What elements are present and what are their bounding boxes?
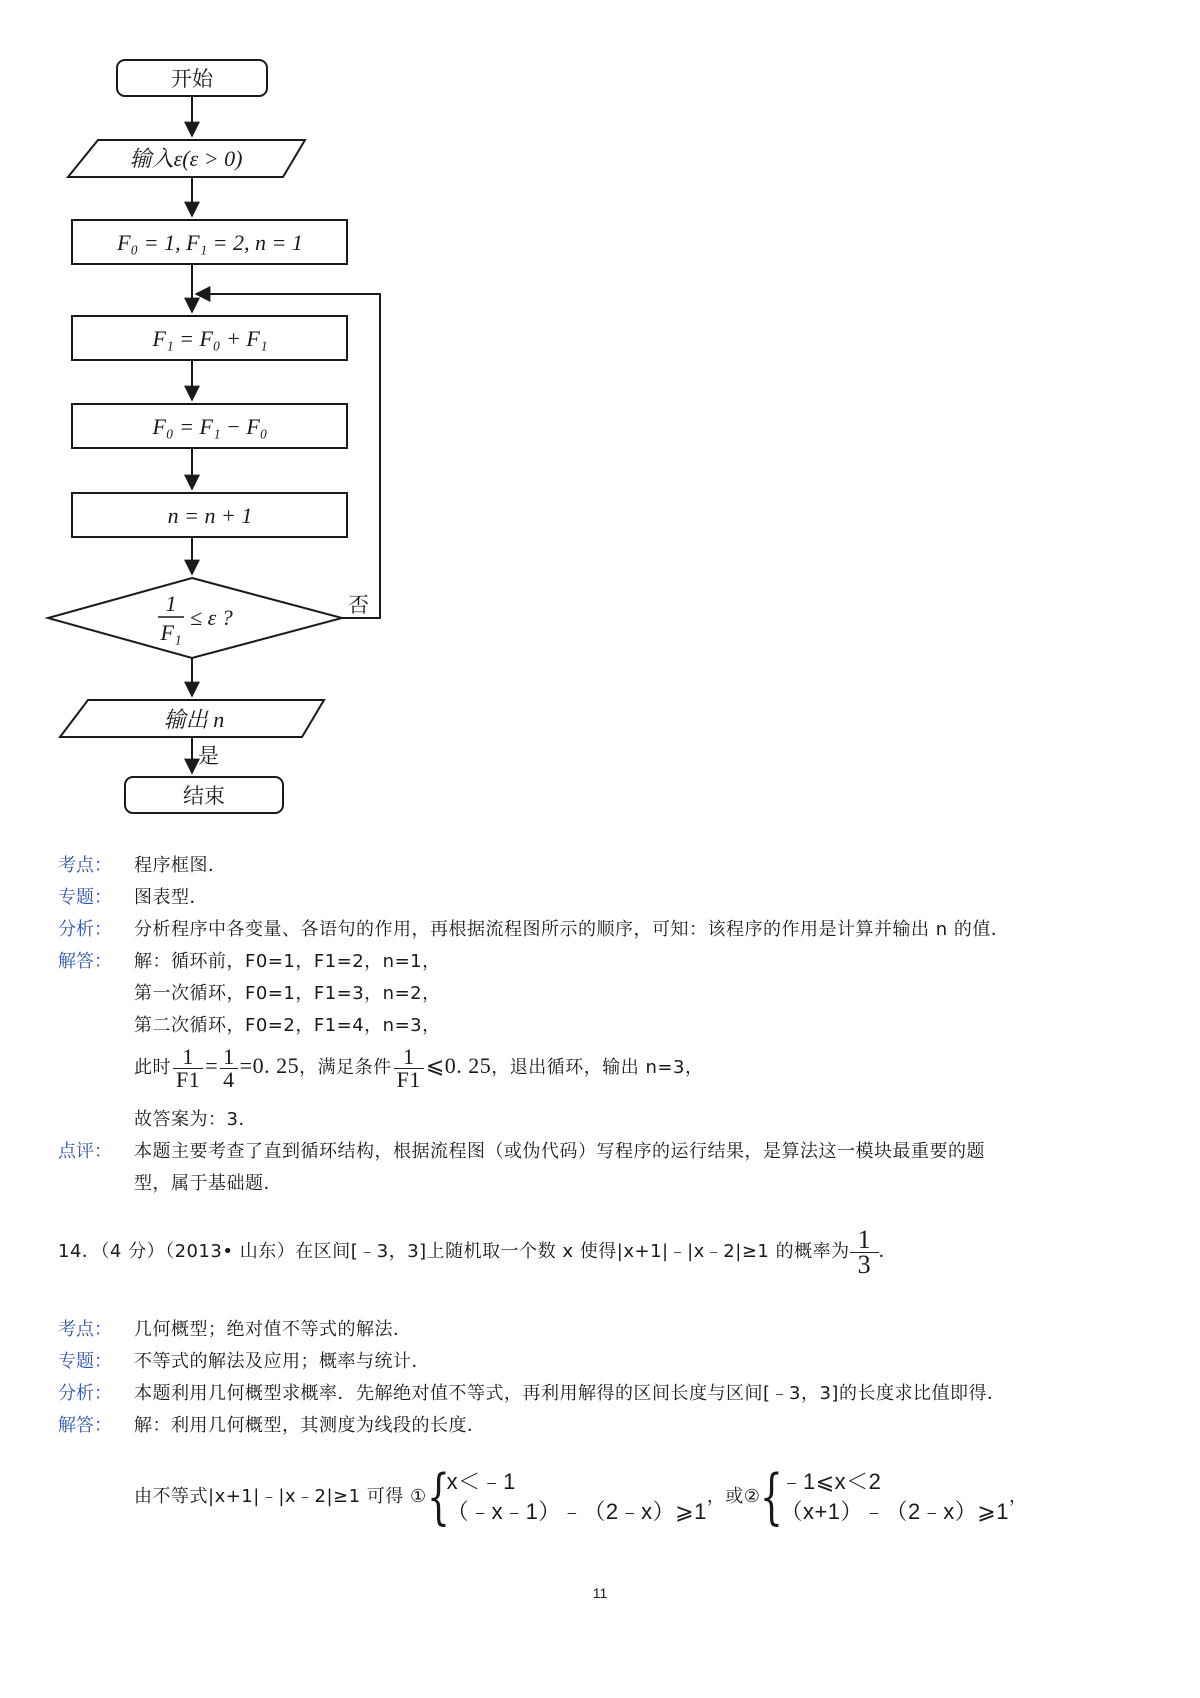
step2-label: F₀ = F₁ − F₀ — [152, 414, 268, 439]
q13-zhuanti-row — [58, 884, 1160, 912]
q14-solution-line2 — [134, 1462, 1027, 1532]
condition-rest: ≤ ε ? — [190, 605, 233, 630]
q14-kaodian-label: 考点： — [58, 1319, 112, 1340]
end-label: 结束 — [183, 784, 225, 808]
q14-fenxi-text: 本题利用几何概型求概率．先解绝对值不等式，再利用解得的区间长度与区间[﹣3，3]的长度求比值即得． — [134, 1383, 1006, 1404]
fraction-numerator: 1 — [182, 1043, 194, 1069]
q14-line2-or: ，或② — [706, 1486, 761, 1507]
q13-solution-line5: 故答案为：3． — [134, 1109, 257, 1130]
condition-denominator: F₁ — [160, 620, 182, 645]
q13-jieda-label: 解答： — [58, 951, 112, 972]
q14-jieda-label: 解答： — [58, 1415, 112, 1436]
q14-jieda-row — [58, 1412, 1160, 1440]
case2-line2: （x+1）﹣（2﹣x）⩾1 — [780, 1499, 1009, 1524]
q14-question — [58, 1226, 1160, 1278]
step3-label: n = n + 1 — [167, 503, 253, 528]
q13-jieda-row — [58, 948, 1160, 976]
q13-zhuanti-text: 图表型． — [134, 887, 208, 908]
q14-line2-end: ， — [1008, 1486, 1028, 1507]
q13-kaodian-text: 程序框图． — [134, 855, 227, 876]
case-system-2 — [760, 1462, 1009, 1532]
input-label: 输入ε(ε > 0) — [129, 146, 243, 171]
q13-kaodian-row — [58, 852, 1160, 880]
fraction-1-over-f1 — [173, 1043, 203, 1092]
q13-dianping-label: 点评： — [58, 1141, 112, 1162]
fraction-denominator: F1 — [173, 1068, 203, 1091]
q13-line4-prefix: 此时 — [134, 1057, 171, 1078]
q13-solution-line4 — [134, 1040, 703, 1094]
q14-solution-line1: 解：利用几何概型，其测度为线段的长度． — [134, 1415, 486, 1436]
q13-line4-middle: ，满足条件 — [299, 1057, 392, 1078]
case1-line1: x＜﹣1 — [446, 1469, 516, 1494]
q13-line4-condition: ⩽0. 25 — [425, 1053, 492, 1078]
fraction-numerator: 1 — [223, 1043, 235, 1069]
fraction-denominator: F1 — [394, 1068, 424, 1091]
step1-label: F₁ = F₀ + F₁ — [152, 326, 268, 351]
q13-zhuanti-label: 专题： — [58, 887, 112, 908]
q13-kaodian-label: 考点： — [58, 855, 112, 876]
q13-solution-line1: 解：循环前，F0=1，F1=2，n=1， — [134, 951, 441, 972]
q14-zhuanti-label: 专题： — [58, 1351, 112, 1372]
case2-line1: ﹣1⩽x＜2 — [780, 1469, 882, 1494]
brace-icon: { — [760, 1462, 784, 1532]
q13-line4-eq: = — [205, 1053, 219, 1078]
q13-line4-suffix: ，退出循环，输出 n=3， — [491, 1057, 704, 1078]
init-label: F₀ = 1, F₁ = 2, n = 1 — [117, 230, 303, 255]
fraction-numerator: 1 — [402, 1043, 415, 1069]
answer-numerator: 1 — [857, 1224, 871, 1254]
case-system-1 — [426, 1462, 707, 1532]
fraction-1-over-4 — [220, 1043, 238, 1092]
q14-kaodian-text: 几何概型；绝对值不等式的解法． — [134, 1319, 412, 1340]
q13-line4-value: =0. 25 — [239, 1053, 300, 1078]
q14-fenxi-label: 分析： — [58, 1383, 112, 1404]
fraction-denominator: 4 — [220, 1068, 238, 1091]
start-label: 开始 — [171, 67, 213, 91]
condition-numerator: 1 — [165, 591, 177, 616]
q14-zhuanti-row — [58, 1348, 1160, 1376]
q13-fenxi-text: 分析程序中各变量、各语句的作用，再根据流程图所示的顺序，可知：该程序的作用是计算并输出 n 的值． — [134, 919, 1010, 940]
q14-question-end: ． — [878, 1241, 898, 1262]
q14-line2-prefix: 由不等式|x+1|﹣|x﹣2|≥1 可得 ① — [134, 1486, 427, 1507]
brace-icon: { — [426, 1462, 450, 1532]
q14-answer-fraction — [850, 1224, 879, 1279]
q14-kaodian-row — [58, 1316, 1160, 1344]
q14-question-text: 14．（4 分）（2013• 山东）在区间[﹣3，3]上随机取一个数 x 使得|x+1|﹣|x﹣2|≥1 的概率为 — [58, 1241, 850, 1262]
q13-fenxi-label: 分析： — [58, 919, 112, 940]
q13-solution-line2: 第一次循环，F0=1，F1=3，n=2， — [134, 983, 441, 1004]
q14-fenxi-row — [58, 1380, 1160, 1408]
case1-line2: （﹣x﹣1）﹣（2﹣x）⩾1 — [446, 1499, 707, 1524]
q13-dianping-text1: 本题主要考查了直到循环结构，根据流程图（或伪代码）写程序的运行结果，是算法这一模块最重要的题 — [134, 1141, 985, 1162]
q13-dianping-row — [58, 1138, 1160, 1166]
no-label: 否 — [348, 593, 369, 617]
q13-solution-line3: 第二次循环，F0=2，F1=4，n=3， — [134, 1015, 441, 1036]
q14-zhuanti-text: 不等式的解法及应用；概率与统计． — [134, 1351, 430, 1372]
q13-fenxi-row — [58, 916, 1160, 944]
answer-denominator: 3 — [850, 1252, 879, 1277]
fraction-condition — [394, 1043, 424, 1092]
yes-label: 是 — [198, 744, 219, 768]
page-number: 11 — [592, 1585, 608, 1601]
output-label: 输出 n — [163, 707, 225, 732]
q13-dianping-text2: 型，属于基础题． — [134, 1173, 282, 1194]
flowchart — [0, 0, 420, 830]
